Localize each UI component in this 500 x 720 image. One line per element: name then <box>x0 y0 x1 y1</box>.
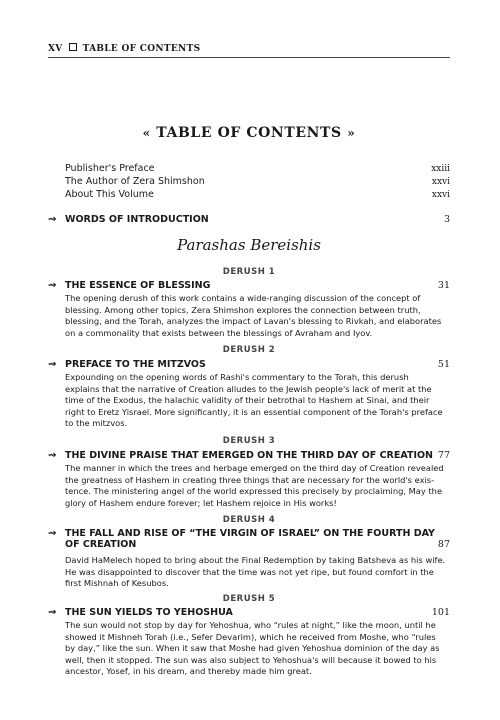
hand-pointer-icon: ⇝ <box>48 528 57 539</box>
folio: XV <box>48 44 63 54</box>
description-line: time of the Exodus, the halachic validity of their betrothal to Hashem at Sinai, and their <box>65 395 430 406</box>
entry-title: WORDS OF INTRODUCTION <box>65 214 209 225</box>
derush-label: DERUSH 2 <box>222 345 276 355</box>
entry-page: 77 <box>437 450 450 461</box>
derush-label: DERUSH 3 <box>222 436 276 446</box>
description-line: The manner in which the trees and herbage emerged on the third day of Creation revealed <box>65 463 444 473</box>
description-line: The sun would not stop by day for Yehoshua, who “rules at night,” like the moon, until he <box>65 620 436 630</box>
description-line: the greatness of Hashem in creating three things that are necessary for the world's exis- <box>65 474 435 485</box>
entry-page: 101 <box>431 607 450 618</box>
description-line: Expounding on the opening words of Rashi's commentary to the Torah, this derush <box>65 372 409 382</box>
hand-pointer-icon: ⇝ <box>48 280 57 291</box>
running-head <box>48 43 450 54</box>
front-matter-item[interactable] <box>65 176 450 189</box>
entry-page: 3 <box>443 214 450 225</box>
entry-title: THE SUN YIELDS TO YEHOSHUA <box>65 607 233 618</box>
description-line: by day,” like the sun. When it saw that Moshe had given Yehoshua dominion of the day as <box>65 643 440 654</box>
derush-label: DERUSH 1 <box>222 267 276 277</box>
front-matter-label: Publisher's Preface <box>65 163 155 174</box>
front-matter-page: xxvi <box>431 176 450 187</box>
description-line: David HaMelech hoped to bring about the Final Redemption by taking Batsheva as his wife. <box>65 555 446 565</box>
entry-title-line1: THE FALL AND RISE OF “THE VIRGIN OF ISRAEL” ON THE FOURTH DAY <box>65 528 435 539</box>
hand-pointer-icon: ⇝ <box>48 607 57 618</box>
left-ornament-icon: « <box>142 126 151 140</box>
front-matter-item[interactable] <box>65 163 450 176</box>
right-ornament-icon: » <box>347 126 356 140</box>
derush-description <box>65 372 450 430</box>
derush-label: DERUSH 5 <box>222 594 276 604</box>
entry-page: 31 <box>437 280 450 291</box>
square-ornament-icon <box>69 43 77 51</box>
derush-entry[interactable] <box>48 359 450 370</box>
description-line: right to Eretz Yisrael. More significantly, it is an essential component of the Torah's preface <box>65 406 443 417</box>
derush-entry[interactable] <box>48 280 450 291</box>
derush-description <box>65 620 450 678</box>
hand-pointer-icon: ⇝ <box>48 450 57 461</box>
entry-page: 51 <box>437 359 450 370</box>
description-line: blessing. Among other topics, Zera Shimshon explores the connection between truth, <box>65 304 421 315</box>
derush-entry[interactable] <box>48 450 450 461</box>
derush-entry[interactable] <box>48 528 450 550</box>
description-line: He was disappointed to discover that the time was not yet ripe, but found comfort in the <box>65 566 434 577</box>
entry-title-line2: OF CREATION <box>65 539 137 550</box>
front-matter-page: xxiii <box>431 164 450 174</box>
introduction-entry[interactable] <box>48 214 450 225</box>
hand-pointer-icon: ⇝ <box>48 359 57 370</box>
page-title <box>48 125 450 141</box>
entry-page: 87 <box>437 539 450 550</box>
derush-description <box>65 555 450 590</box>
running-title: TABLE OF CONTENTS <box>82 44 201 54</box>
derush-description <box>65 293 450 339</box>
description-line: showed it Mishneh Torah (i.e., Sefer Devarim), which he received from Moshe, who “rules <box>65 631 436 642</box>
front-matter-label: About This Volume <box>65 188 154 200</box>
description-line: The opening derush of this work contains a wide-ranging discussion of the concept of <box>65 293 421 303</box>
entry-title: PREFACE TO THE MITZVOS <box>65 359 206 370</box>
description-line: tence. The ministering angel of the world expressed this precisely by proclaiming, May the <box>65 486 443 497</box>
derush-entry[interactable] <box>48 607 450 618</box>
description-line: first Mishnah of Kesubos. <box>65 578 169 589</box>
description-line: to the mitzvos. <box>65 418 128 429</box>
front-matter-list <box>65 163 450 201</box>
page-title-text: TABLE OF CONTENTS <box>156 125 342 141</box>
description-line: well, then it stopped. The sun was also subject to Yehoshua's will because it bowed to his <box>65 654 437 665</box>
section-title: Parashas Bereishis <box>177 236 321 254</box>
entry-title: THE ESSENCE OF BLESSING <box>65 280 211 291</box>
front-matter-page: xxvi <box>431 189 450 200</box>
entry-title: THE DIVINE PRAISE THAT EMERGED ON THE THIRD DAY OF CREATION <box>65 450 434 461</box>
description-line: on a commonality that exists between the blessings of Avraham and Iyov. <box>65 327 373 338</box>
description-line: ancestor, Yosef, in his dream, and thereby made him great. <box>65 666 312 677</box>
front-matter-label: The Author of Zera Shimshon <box>65 175 205 187</box>
front-matter-item[interactable] <box>65 189 450 202</box>
derush-label: DERUSH 4 <box>222 515 276 525</box>
header-rule <box>48 57 450 58</box>
description-line: glory of Hashem endure forever; let Hashem rejoice in His works! <box>65 497 337 508</box>
derush-description <box>65 463 450 509</box>
hand-pointer-icon: ⇝ <box>48 214 57 225</box>
description-line: blessing, and the Torah, analyzes the impact of Lavan's blessing to Rivkah, and elaborates <box>65 316 442 327</box>
description-line: explains that the narrative of Creation alludes to the Jewish people's lack of merit at the <box>65 383 432 394</box>
